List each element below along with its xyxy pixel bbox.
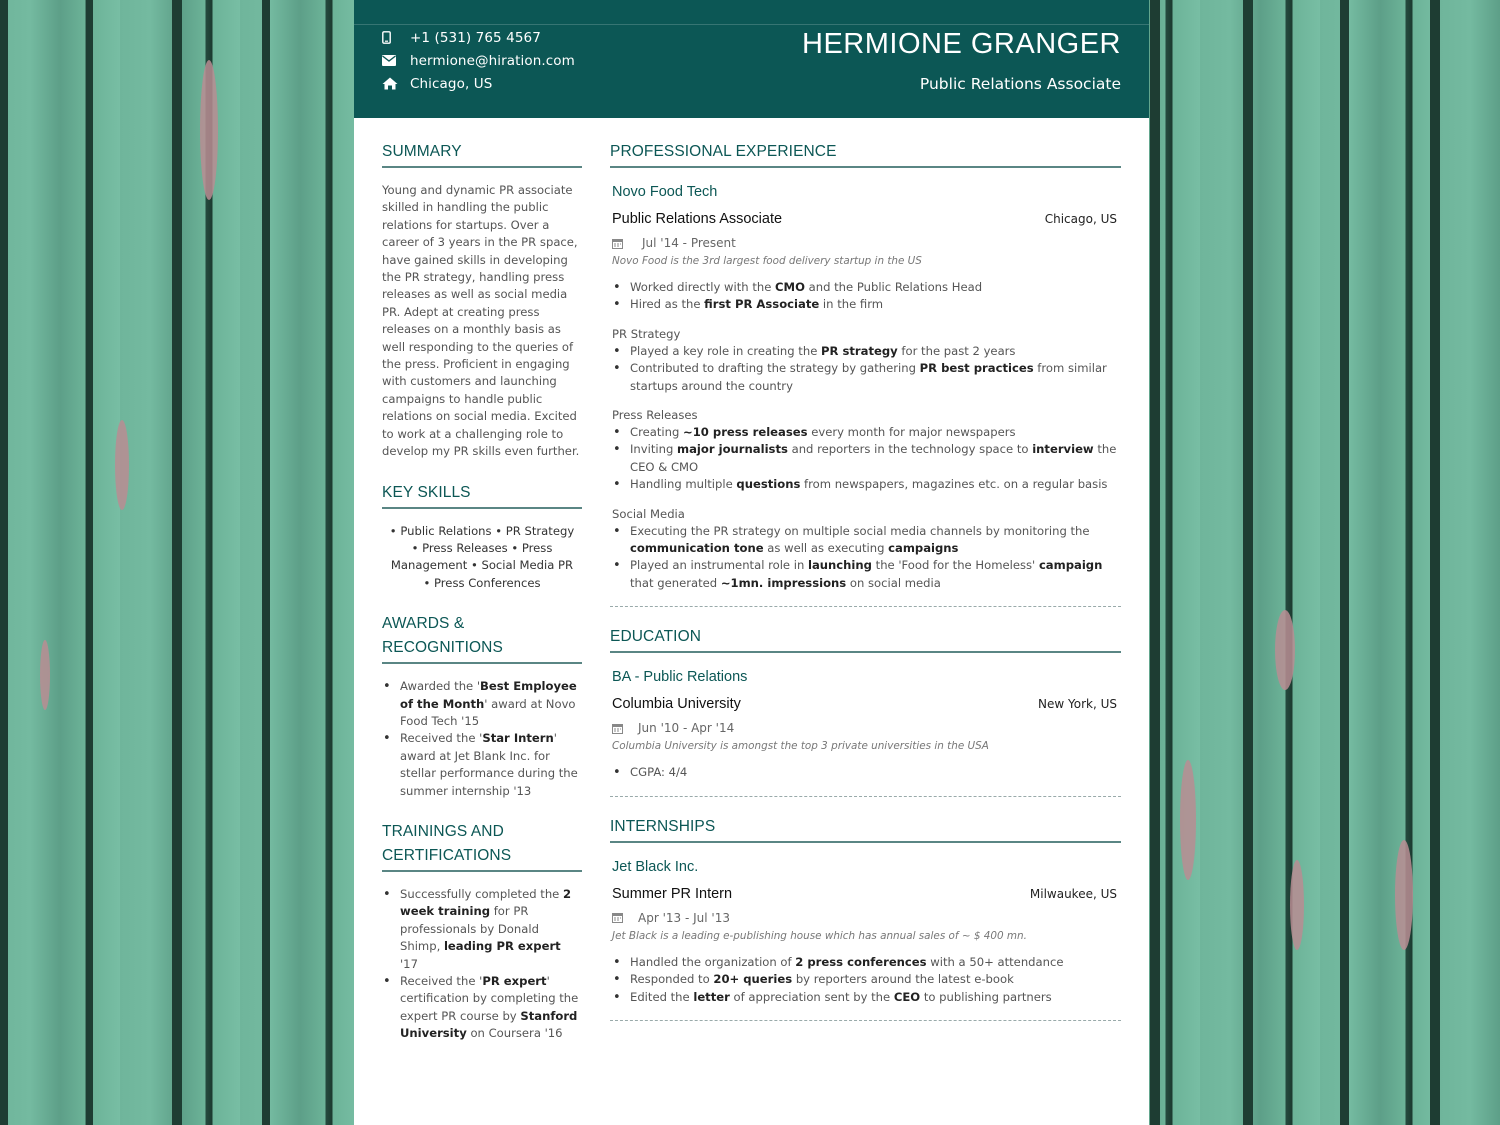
list-item: • Hired as the first PR Associate in the firm xyxy=(612,296,1121,313)
contact-email xyxy=(382,49,575,72)
list-item: • Awarded the 'Best Employee of the Month' award at Novo Food Tech '15 xyxy=(382,678,582,730)
date-row xyxy=(612,236,1121,250)
company-name: Novo Food Tech xyxy=(612,184,718,200)
resume-header xyxy=(354,0,1149,118)
section-divider xyxy=(610,796,1121,797)
date-row xyxy=(612,911,1121,925)
list-item: • Worked directly with the CMO and the Public Relations Head xyxy=(612,279,1121,296)
candidate-title: Public Relations Associate xyxy=(919,75,1121,93)
internship-dates: Apr '13 - Jul '13 xyxy=(638,910,730,925)
subgroup-title: Social Media xyxy=(612,506,685,521)
company-description: Novo Food is the 3rd largest food delivery startup in the US xyxy=(612,255,922,267)
contact-location xyxy=(382,72,575,95)
skills-heading: KEY SKILLS xyxy=(382,481,582,509)
subgroup-title: PR Strategy xyxy=(612,326,681,341)
plank-gap xyxy=(1430,0,1440,1125)
plank-gap xyxy=(262,0,270,1125)
plank-gap xyxy=(86,0,93,1125)
job-title: Public Relations Associate xyxy=(612,211,783,227)
calendar-icon xyxy=(612,238,642,249)
awards-heading xyxy=(382,612,582,664)
phone-icon xyxy=(382,31,410,44)
email-text[interactable]: hermione@hiration.com xyxy=(410,52,575,69)
list-item: • Successfully completed the 2 week training for PR professionals by Donald Shimp, leading PR expert '17 xyxy=(382,886,582,973)
job-dates: Jul '14 - Present xyxy=(642,236,736,250)
plank-gap xyxy=(1150,0,1160,1125)
trainings-heading-line2: CERTIFICATIONS xyxy=(382,846,512,864)
section-divider xyxy=(610,606,1121,607)
paint-chip xyxy=(1290,860,1304,950)
experience-bullets xyxy=(612,279,1121,314)
list-item: • Played a key role in creating the PR strategy for the past 2 years xyxy=(612,343,1121,360)
list-item: • Handling multiple questions from newspapers, magazines etc. on a regular basis xyxy=(612,476,1121,493)
resume-page xyxy=(354,0,1149,1125)
skills-text: • Public Relations • PR Strategy • Press Releases • Press Management • Social Media PR • Press Conferences xyxy=(389,523,575,590)
list-item: • Contributed to drafting the strategy by gathering PR best practices from similar startups around the country xyxy=(612,360,1121,395)
school-description: Columbia University is amongst the top 3 private universities in the USA xyxy=(612,740,989,753)
calendar-icon xyxy=(612,912,638,923)
social-media-list xyxy=(612,523,1121,593)
internship-bullets xyxy=(612,954,1121,1006)
phone-text: +1 (531) 765 4567 xyxy=(410,29,541,46)
list-item: • Inviting major journalists and reporters in the technology space to interview the CEO & CMO xyxy=(612,441,1121,476)
awards-heading-line2: RECOGNITIONS xyxy=(382,639,503,657)
paint-chip xyxy=(1395,840,1413,950)
list-item: • Executing the PR strategy on multiple social media channels by monitoring the communication tone as well as executing campaigns xyxy=(612,523,1121,558)
summary-heading: SUMMARY xyxy=(382,140,582,168)
press-releases-list xyxy=(612,424,1121,494)
school-location: New York, US xyxy=(1038,697,1117,712)
internship-company: Jet Black Inc. xyxy=(612,858,699,875)
right-column xyxy=(610,140,1121,1039)
paint-chip xyxy=(40,640,50,710)
awards-list xyxy=(382,678,582,800)
summary-text: Young and dynamic PR associate skilled in handling the public relations for startups. Over a career of 3 years in the PR space, have gained skills in developing the PR strategy, handling press releases as well as social media PR. Adept at creating press releases on a monthly basis as well responding to the queries of the press. Proficient in engaging with customers and launching campaigns to handle public relations on social media. Excited to work at a challenging role to develop my PR skills even further. xyxy=(382,183,580,459)
plank-gap xyxy=(0,0,8,1125)
contact-phone xyxy=(382,26,575,49)
plank-gap xyxy=(1340,0,1349,1125)
list-item: • Played an instrumental role in launching the 'Food for the Homeless' campaign that generated ~1mn. impressions on social media xyxy=(612,557,1121,592)
candidate-name: HERMIONE GRANGER xyxy=(802,28,1121,60)
trainings-heading-line1: TRAININGS AND xyxy=(382,822,504,840)
internship-role: Summer PR Intern xyxy=(612,885,733,902)
education-dates: Jun '10 - Apr '14 xyxy=(638,721,735,736)
internships-heading: INTERNSHIPS xyxy=(610,815,1121,843)
trainings-heading xyxy=(382,820,582,872)
internship-row xyxy=(612,886,1121,902)
list-item: • Responded to 20+ queries by reporters around the latest e-book xyxy=(612,971,1121,988)
paint-chip xyxy=(1275,610,1295,690)
home-icon xyxy=(382,77,410,90)
contact-info xyxy=(382,26,575,95)
trainings-list xyxy=(382,886,582,1043)
paint-chip xyxy=(1180,760,1196,880)
pr-strategy-list xyxy=(612,343,1121,395)
job-row xyxy=(612,211,1121,227)
section-divider xyxy=(610,1020,1121,1021)
plank-gap xyxy=(172,0,182,1125)
school-name: Columbia University xyxy=(612,696,741,713)
plank-gap xyxy=(1243,0,1253,1125)
experience-heading: PROFESSIONAL EXPERIENCE xyxy=(610,140,1121,168)
degree-name: BA - Public Relations xyxy=(612,669,748,686)
mail-icon xyxy=(382,55,410,66)
list-item: • Edited the letter of appreciation sent by the CEO to publishing partners xyxy=(612,989,1121,1006)
internship-description: Jet Black is a leading e-publishing house which has annual sales of ~ $ 400 mn. xyxy=(612,929,1027,942)
awards-heading-line1: AWARDS & xyxy=(382,615,465,633)
internship-location: Milwaukee, US xyxy=(1029,886,1117,901)
list-item: • Received the 'PR expert' certification by completing the expert PR course by Stanford University on Coursera '16 xyxy=(382,973,582,1043)
education-bullets xyxy=(612,764,1121,781)
subgroup-title: Press Releases xyxy=(612,408,698,423)
calendar-icon xyxy=(612,723,638,734)
list-item: • Creating ~10 press releases every month for major newspapers xyxy=(612,424,1121,441)
list-item: • CGPA: 4/4 xyxy=(612,764,1121,781)
education-heading: EDUCATION xyxy=(610,625,1121,653)
left-column xyxy=(382,140,582,1043)
date-row xyxy=(612,721,1121,735)
header-divider xyxy=(354,24,1149,25)
list-item: • Received the 'Star Intern' award at Jet Blank Inc. for stellar performance during the summer internship '13 xyxy=(382,730,582,800)
job-location: Chicago, US xyxy=(1044,212,1117,226)
location-text: Chicago, US xyxy=(410,75,493,92)
paint-chip xyxy=(200,60,218,200)
school-row xyxy=(612,696,1121,712)
list-item: • Handled the organization of 2 press conferences with a 50+ attendance xyxy=(612,954,1121,971)
paint-chip xyxy=(115,420,129,510)
